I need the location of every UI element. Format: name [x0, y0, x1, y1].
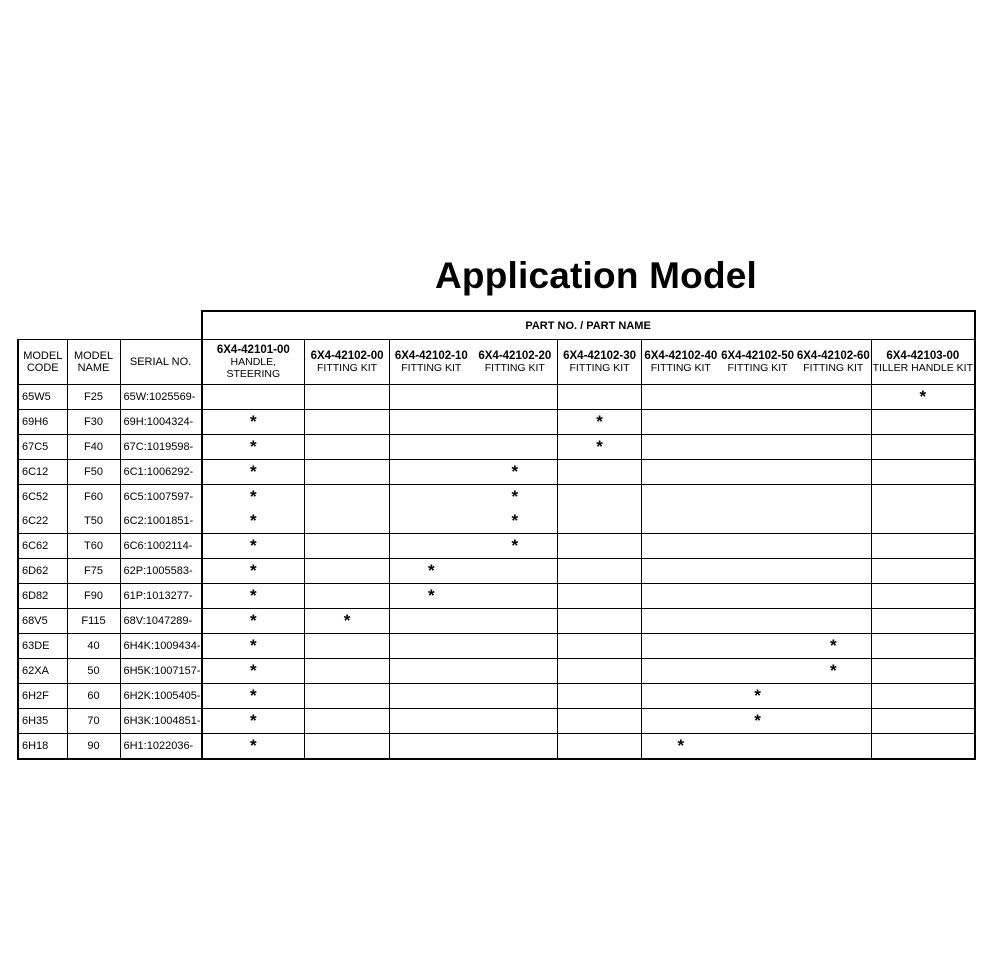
mark-cell [720, 634, 796, 659]
part-name: TILLER HANDLE KIT [872, 362, 973, 374]
model-name-cell: F25 [67, 385, 120, 410]
mark-cell [473, 410, 558, 435]
mark-cell [642, 509, 720, 534]
mark-cell [305, 385, 390, 410]
mark-cell [202, 659, 305, 684]
mark-cell [796, 435, 872, 460]
mark-cell [305, 410, 390, 435]
mark-cell [796, 534, 872, 559]
applicable-mark: * [596, 411, 603, 431]
mark-cell [796, 684, 872, 709]
part-number: 6X4-42101-00 [216, 344, 290, 356]
model-code-header-line1: MODEL [23, 350, 63, 362]
part-number: 6X4-42102-60 [796, 350, 870, 362]
model-name-header [67, 340, 120, 385]
mark-cell [558, 659, 642, 684]
mark-cell [796, 485, 872, 510]
mark-cell [720, 410, 796, 435]
mark-cell [390, 485, 473, 510]
table-row [18, 659, 975, 684]
applicable-mark: * [830, 660, 837, 680]
mark-cell [390, 584, 473, 609]
model-name-cell: T60 [67, 534, 120, 559]
mark-cell [473, 709, 558, 734]
part-number: 6X4-42102-30 [563, 350, 637, 362]
mark-cell [872, 385, 975, 410]
table-row [18, 609, 975, 634]
table-row [18, 684, 975, 709]
part-name: FITTING KIT [803, 362, 864, 374]
serial-no-cell: 6H1:1022036- [120, 734, 202, 760]
mark-cell [202, 634, 305, 659]
mark-cell [872, 734, 975, 760]
applicable-mark: * [250, 411, 257, 431]
mark-cell [473, 559, 558, 584]
mark-cell [872, 584, 975, 609]
part-name: FITTING KIT [484, 362, 545, 374]
mark-cell [305, 684, 390, 709]
mark-cell [720, 485, 796, 510]
mark-cell [720, 734, 796, 760]
mark-cell [796, 584, 872, 609]
model-name-header-line2: NAME [77, 362, 110, 374]
mark-cell [872, 659, 975, 684]
serial-no-cell: 67C:1019598- [120, 435, 202, 460]
table-row [18, 435, 975, 460]
mark-cell [473, 659, 558, 684]
mark-cell [558, 559, 642, 584]
applicable-mark: * [250, 635, 257, 655]
mark-cell [558, 509, 642, 534]
applicable-mark: * [919, 386, 927, 406]
model-code-cell: 67C5 [18, 435, 67, 460]
mark-cell [473, 509, 558, 534]
serial-no-cell: 6H2K:1005405- [120, 684, 202, 709]
mark-cell [872, 509, 975, 534]
mark-cell [872, 410, 975, 435]
mark-cell [872, 460, 975, 485]
part-number: 6X4-42102-00 [310, 350, 384, 362]
mark-cell [796, 460, 872, 485]
model-code-cell: 6C22 [18, 509, 67, 534]
mark-cell [872, 609, 975, 634]
mark-cell [473, 684, 558, 709]
mark-cell [558, 385, 642, 410]
mark-cell [305, 435, 390, 460]
serial-no-cell: 69H:1004324- [120, 410, 202, 435]
applicable-mark: * [343, 610, 351, 630]
mark-cell [642, 460, 720, 485]
mark-cell [390, 634, 473, 659]
mark-cell [305, 534, 390, 559]
serial-no-cell: 6H4K:1009434- [120, 634, 202, 659]
applicable-mark: * [250, 535, 257, 555]
mark-cell [473, 460, 558, 485]
part-number: 6X4-42102-20 [478, 350, 552, 362]
model-code-cell: 6C62 [18, 534, 67, 559]
mark-cell [558, 460, 642, 485]
applicable-mark: * [511, 461, 519, 481]
mark-cell [390, 509, 473, 534]
mark-cell [473, 609, 558, 634]
mark-cell [796, 734, 872, 760]
applicable-mark: * [511, 535, 519, 555]
model-name-cell: F115 [67, 609, 120, 634]
applicable-mark: * [596, 436, 603, 456]
model-code-cell: 6D62 [18, 559, 67, 584]
part-name: FITTING KIT [569, 362, 630, 374]
mark-cell [202, 485, 305, 510]
part-name: FITTING KIT [650, 362, 711, 374]
mark-cell [473, 734, 558, 760]
applicable-mark: * [250, 710, 257, 730]
serial-no-cell: 6H3K:1004851- [120, 709, 202, 734]
mark-cell [720, 659, 796, 684]
mark-cell [642, 534, 720, 559]
applicable-mark: * [250, 610, 257, 630]
serial-no-cell: 6C5:1007597- [120, 485, 202, 510]
mark-cell [558, 584, 642, 609]
mark-cell [796, 385, 872, 410]
applicable-mark: * [830, 635, 837, 655]
mark-cell [558, 634, 642, 659]
mark-cell [642, 734, 720, 760]
mark-cell [872, 435, 975, 460]
table-row [18, 509, 975, 534]
mark-cell [642, 634, 720, 659]
mark-cell [202, 684, 305, 709]
mark-cell [872, 709, 975, 734]
table-row [18, 534, 975, 559]
model-code-cell: 6C12 [18, 460, 67, 485]
mark-cell [642, 410, 720, 435]
mark-cell [390, 609, 473, 634]
model-code-cell: 69H6 [18, 410, 67, 435]
model-name-cell: 70 [67, 709, 120, 734]
mark-cell [305, 634, 390, 659]
mark-cell [473, 485, 558, 510]
model-name-cell: F40 [67, 435, 120, 460]
mark-cell [305, 709, 390, 734]
mark-cell [796, 609, 872, 634]
table-row [18, 709, 975, 734]
mark-cell [558, 534, 642, 559]
mark-cell [390, 534, 473, 559]
part-header-6 [720, 340, 796, 385]
part-header-7 [796, 340, 872, 385]
mark-cell [305, 734, 390, 760]
mark-cell [720, 385, 796, 410]
serial-no-cell: 65W:1025569- [120, 385, 202, 410]
model-code-header [18, 340, 67, 385]
mark-cell [390, 435, 473, 460]
mark-cell [872, 634, 975, 659]
model-name-cell: F60 [67, 485, 120, 510]
part-number: 6X4-42102-50 [721, 350, 795, 362]
model-code-cell: 62XA [18, 659, 67, 684]
mark-cell [390, 684, 473, 709]
mark-cell [473, 435, 558, 460]
mark-cell [202, 435, 305, 460]
table-row [18, 734, 975, 760]
mark-cell [390, 559, 473, 584]
mark-cell [202, 385, 305, 410]
mark-cell [305, 584, 390, 609]
model-code-cell: 65W5 [18, 385, 67, 410]
applicable-mark: * [754, 710, 761, 730]
model-code-cell: 6H35 [18, 709, 67, 734]
applicable-mark: * [250, 685, 257, 705]
table-row [18, 460, 975, 485]
applicable-mark: * [250, 510, 257, 530]
mark-cell [202, 559, 305, 584]
applicable-mark: * [250, 436, 257, 456]
table-row [18, 485, 975, 510]
model-code-cell: 6D82 [18, 584, 67, 609]
mark-cell [642, 609, 720, 634]
model-name-cell: F50 [67, 460, 120, 485]
part-header-4 [558, 340, 642, 385]
serial-no-cell: 6C6:1002114- [120, 534, 202, 559]
applicable-mark: * [428, 585, 435, 605]
part-header-1 [305, 340, 390, 385]
mark-cell [872, 485, 975, 510]
mark-cell [390, 659, 473, 684]
mark-cell [796, 659, 872, 684]
model-name-cell: 90 [67, 734, 120, 760]
mark-cell [642, 709, 720, 734]
model-name-cell: 50 [67, 659, 120, 684]
mark-cell [202, 584, 305, 609]
mark-cell [305, 509, 390, 534]
model-name-cell: 40 [67, 634, 120, 659]
table-row [18, 634, 975, 659]
serial-no-header: SERIAL NO. [120, 340, 202, 385]
model-code-header-line2: CODE [26, 362, 59, 374]
mark-cell [390, 410, 473, 435]
mark-cell [390, 385, 473, 410]
model-code-cell: 6C52 [18, 485, 67, 510]
mark-cell [872, 559, 975, 584]
part-name: HANDLE, STEERING [226, 356, 281, 380]
mark-cell [796, 509, 872, 534]
mark-cell [642, 684, 720, 709]
mark-cell [202, 509, 305, 534]
model-name-cell: F75 [67, 559, 120, 584]
model-code-cell: 6H18 [18, 734, 67, 760]
mark-cell [796, 709, 872, 734]
mark-cell [305, 659, 390, 684]
mark-cell [390, 734, 473, 760]
part-header-8 [872, 340, 975, 385]
part-number: 6X4-42102-10 [394, 350, 468, 362]
mark-cell [720, 684, 796, 709]
serial-no-cell: 6C1:1006292- [120, 460, 202, 485]
mark-cell [473, 534, 558, 559]
table-row [18, 410, 975, 435]
mark-cell [720, 509, 796, 534]
applicable-mark: * [677, 735, 685, 755]
model-code-cell: 68V5 [18, 609, 67, 634]
applicable-mark: * [511, 486, 519, 506]
mark-cell [202, 410, 305, 435]
serial-no-cell: 6C2:1001851- [120, 509, 202, 534]
mark-cell [390, 460, 473, 485]
applicable-mark: * [511, 510, 519, 530]
applicable-mark: * [250, 585, 257, 605]
mark-cell [202, 460, 305, 485]
part-name: FITTING KIT [727, 362, 788, 374]
mark-cell [642, 485, 720, 510]
part-header-0 [202, 340, 305, 385]
model-name-cell: F90 [67, 584, 120, 609]
mark-cell [305, 460, 390, 485]
part-header-5 [642, 340, 720, 385]
mark-cell [720, 559, 796, 584]
mark-cell [202, 534, 305, 559]
table-row [18, 559, 975, 584]
mark-cell [872, 534, 975, 559]
applicable-mark: * [250, 735, 257, 755]
mark-cell [558, 709, 642, 734]
table-row [18, 584, 975, 609]
applicable-mark: * [754, 685, 761, 705]
mark-cell [720, 435, 796, 460]
serial-no-cell: 62P:1005583- [120, 559, 202, 584]
mark-cell [558, 435, 642, 460]
model-name-cell: T50 [67, 509, 120, 534]
model-code-cell: 63DE [18, 634, 67, 659]
mark-cell [796, 634, 872, 659]
mark-cell [720, 609, 796, 634]
table-row [18, 385, 975, 410]
applicable-mark: * [250, 660, 257, 680]
serial-no-cell: 68V:1047289- [120, 609, 202, 634]
mark-cell [642, 584, 720, 609]
mark-cell [202, 734, 305, 760]
part-name: FITTING KIT [401, 362, 462, 374]
blank-corner [18, 311, 202, 340]
part-name: FITTING KIT [317, 362, 378, 374]
mark-cell [642, 435, 720, 460]
mark-cell [473, 634, 558, 659]
mark-cell [796, 559, 872, 584]
mark-cell [558, 734, 642, 760]
part-group-header: PART NO. / PART NAME [202, 311, 975, 340]
applicable-mark: * [250, 461, 257, 481]
page-title: Application Model [435, 255, 758, 296]
mark-cell [473, 385, 558, 410]
application-model-table [17, 310, 976, 760]
mark-cell [796, 410, 872, 435]
part-header-2 [390, 340, 473, 385]
applicable-mark: * [428, 560, 435, 580]
mark-cell [720, 709, 796, 734]
part-number: 6X4-42102-40 [644, 350, 718, 362]
serial-no-cell: 6H5K:1007157- [120, 659, 202, 684]
serial-no-cell: 61P:1013277- [120, 584, 202, 609]
mark-cell [558, 684, 642, 709]
applicable-mark: * [250, 486, 257, 506]
mark-cell [558, 485, 642, 510]
model-code-cell: 6H2F [18, 684, 67, 709]
mark-cell [558, 609, 642, 634]
model-name-header-line1: MODEL [73, 350, 114, 362]
mark-cell [390, 709, 473, 734]
mark-cell [473, 584, 558, 609]
part-header-3 [473, 340, 558, 385]
mark-cell [642, 659, 720, 684]
mark-cell [720, 534, 796, 559]
model-name-cell: F30 [67, 410, 120, 435]
mark-cell [720, 584, 796, 609]
mark-cell [305, 609, 390, 634]
mark-cell [202, 709, 305, 734]
mark-cell [305, 485, 390, 510]
mark-cell [558, 410, 642, 435]
mark-cell [202, 609, 305, 634]
mark-cell [305, 559, 390, 584]
applicable-mark: * [250, 560, 257, 580]
part-number: 6X4-42103-00 [886, 350, 960, 362]
mark-cell [642, 385, 720, 410]
mark-cell [872, 684, 975, 709]
mark-cell [642, 559, 720, 584]
mark-cell [720, 460, 796, 485]
model-name-cell: 60 [67, 684, 120, 709]
